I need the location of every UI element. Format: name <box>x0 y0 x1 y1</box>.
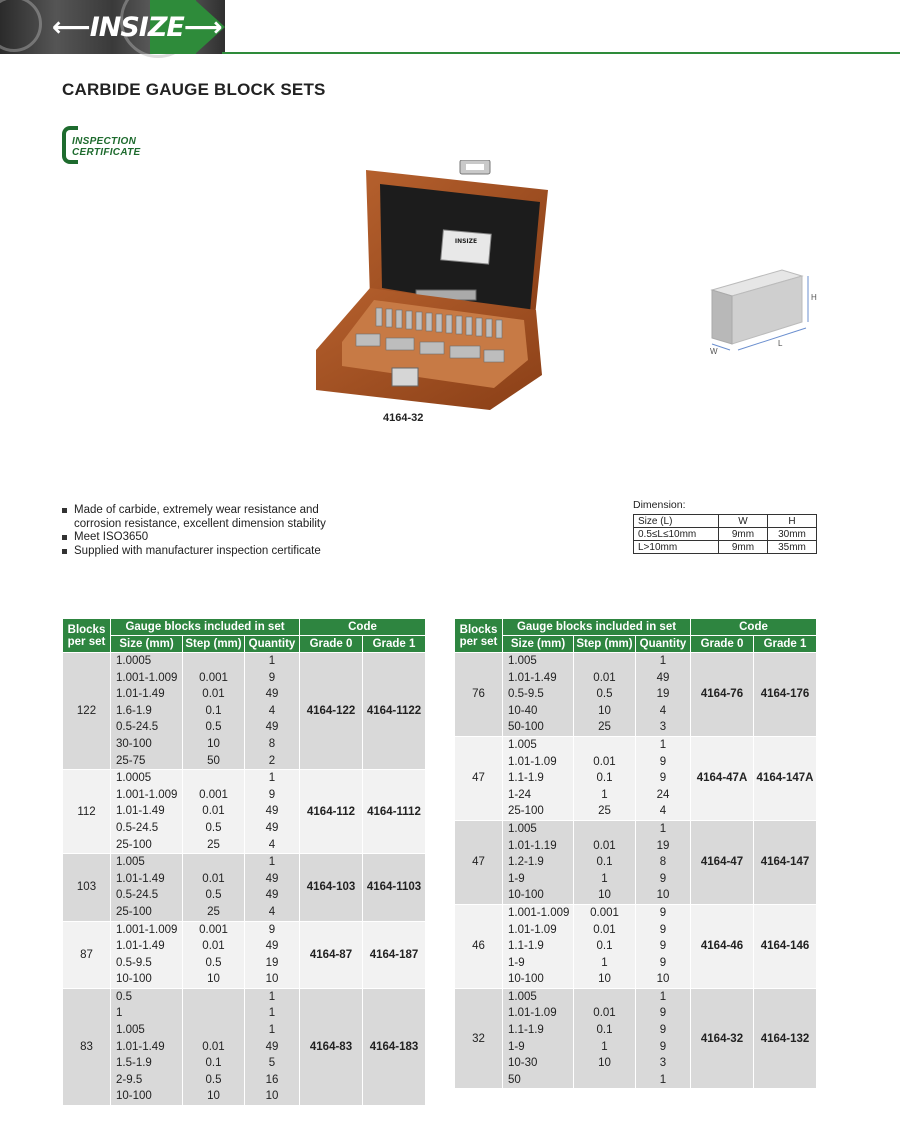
table-row <box>63 988 426 1105</box>
quantity-cell <box>636 904 691 988</box>
size-value: 1.01-1.49 <box>508 671 557 684</box>
grade1-code-cell: 4164-1122 <box>363 653 426 770</box>
quantity-value: 9 <box>659 940 667 953</box>
gauge-set-group <box>455 988 817 1088</box>
size-value: 10-100 <box>116 973 152 986</box>
size-value: 30-100 <box>116 737 152 750</box>
dimension-cell: 35mm <box>768 541 817 554</box>
quantity-value: 2 <box>268 754 276 767</box>
quantity-value: 24 <box>656 788 670 801</box>
header-banner <box>0 0 900 54</box>
size-value: 1.005 <box>116 856 145 869</box>
step-value: 10 <box>207 737 220 750</box>
size-cell <box>111 653 183 770</box>
size-value: 1.005 <box>508 822 537 835</box>
size-value: 1.005 <box>116 1024 145 1037</box>
step-value: 1 <box>601 956 608 969</box>
step-value: 0.01 <box>593 839 616 852</box>
step-header: Step (mm) <box>183 636 245 653</box>
quantity-value: 4 <box>659 704 667 717</box>
quantity-value: 9 <box>659 772 667 785</box>
page-title: CARBIDE GAUGE BLOCK SETS <box>62 80 326 99</box>
size-value: 0.5-24.5 <box>116 721 159 734</box>
blocks-per-set-cell: 103 <box>63 854 111 921</box>
size-value: 1.01-1.49 <box>116 1040 165 1053</box>
dimension-row <box>634 528 817 541</box>
quantity-value: 10 <box>656 973 670 986</box>
step-cell <box>183 988 245 1105</box>
size-header: Size (mm) <box>111 636 183 653</box>
step-value: 0.1 <box>596 856 613 869</box>
table-row <box>63 854 426 921</box>
size-value: 1-9 <box>508 956 525 969</box>
quantity-value: 49 <box>265 721 279 734</box>
quantity-value: 9 <box>659 872 667 885</box>
step-value: 0.001 <box>199 788 228 801</box>
quantity-value: 1 <box>268 1007 276 1020</box>
size-value: 1 <box>116 1007 123 1020</box>
step-value: 0.01 <box>202 940 225 953</box>
quantity-value: 4 <box>268 704 276 717</box>
gauge-set-group <box>63 854 426 921</box>
table-row <box>455 736 817 820</box>
dimension-h-label: H <box>811 293 817 302</box>
grade1-code-cell: 4164-147 <box>754 820 817 904</box>
size-cell <box>503 820 574 904</box>
certificate-line1: INSPECTION <box>72 136 137 147</box>
size-value: 2-9.5 <box>116 1073 143 1086</box>
quantity-value: 49 <box>265 940 279 953</box>
size-value: 1.2-1.9 <box>508 856 544 869</box>
dimension-header-cell: Size (L) <box>634 515 719 528</box>
blocks-per-set-cell: 112 <box>63 770 111 854</box>
step-value: 0.5 <box>205 1073 222 1086</box>
quantity-value: 9 <box>659 755 667 768</box>
step-value: 1 <box>601 872 608 885</box>
grade1-code-cell: 4164-187 <box>363 921 426 988</box>
gauge-set-table-left <box>62 618 426 1105</box>
step-value: 0.5 <box>205 821 222 834</box>
gauge-set-group <box>455 904 817 988</box>
size-cell <box>503 736 574 820</box>
grade0-code-cell: 4164-87 <box>300 921 363 988</box>
step-cell <box>574 988 636 1088</box>
step-value: 10 <box>598 1057 611 1070</box>
size-value: 10-40 <box>508 704 538 717</box>
step-value: 10 <box>598 889 611 902</box>
size-value: 25-100 <box>116 838 152 851</box>
size-value: 1.5-1.9 <box>116 1057 152 1070</box>
table-row <box>455 904 817 988</box>
dimension-header-row <box>634 515 817 528</box>
step-value: 0.01 <box>593 923 616 936</box>
size-value: 0.5-24.5 <box>116 889 159 902</box>
step-cell <box>183 921 245 988</box>
blocks-per-set-cell: 47 <box>455 820 503 904</box>
quantity-value: 1 <box>268 1024 276 1037</box>
quantity-value: 49 <box>265 805 279 818</box>
table-row <box>455 653 817 737</box>
blocks-per-set-cell: 83 <box>63 988 111 1105</box>
step-value: 0.001 <box>199 671 228 684</box>
grade0-code-cell: 4164-47A <box>691 736 754 820</box>
quantity-value: 4 <box>268 838 276 851</box>
grade0-code-cell: 4164-112 <box>300 770 363 854</box>
inspection-certificate-badge <box>62 126 172 160</box>
step-value <box>574 821 635 838</box>
size-value: 1.001-1.009 <box>116 671 178 684</box>
step-cell <box>574 736 636 820</box>
quantity-value: 49 <box>265 688 279 701</box>
quantity-value: 1 <box>659 655 667 667</box>
size-cell <box>111 921 183 988</box>
dimension-table <box>633 514 817 554</box>
grade0-code-cell: 4164-32 <box>691 988 754 1088</box>
size-value: 1.0005 <box>116 655 152 667</box>
size-value: 25-100 <box>116 905 152 918</box>
quantity-cell <box>636 736 691 820</box>
quantity-value: 10 <box>265 1090 279 1103</box>
step-value: 0.01 <box>202 805 225 818</box>
step-value: 10 <box>207 1090 220 1103</box>
size-value: 1-9 <box>508 872 525 885</box>
step-cell <box>574 904 636 988</box>
size-value: 0.5 <box>116 990 132 1003</box>
quantity-value: 10 <box>265 973 279 986</box>
size-value: 25-100 <box>508 805 544 818</box>
dimension-cell: 0.5≤L≤10mm <box>634 528 719 541</box>
size-value: 1.001-1.009 <box>116 923 178 936</box>
step-value: 0.01 <box>202 1040 225 1053</box>
quantity-value: 9 <box>659 956 667 969</box>
quantity-value: 49 <box>656 671 670 684</box>
grade0-code-cell: 4164-47 <box>691 820 754 904</box>
quantity-value: 1 <box>268 856 276 869</box>
dimension-header-cell: W <box>719 515 768 528</box>
quantity-header: Quantity <box>245 636 300 653</box>
blocks-per-set-cell: 32 <box>455 988 503 1088</box>
gauge-block-case-image <box>316 160 548 420</box>
dimension-cell: 9mm <box>719 528 768 541</box>
quantity-value: 1 <box>659 990 667 1003</box>
dimension-l-label: L <box>778 339 783 348</box>
step-value: 0.5 <box>205 721 222 734</box>
step-cell <box>183 653 245 770</box>
step-cell <box>183 854 245 921</box>
step-value: 25 <box>598 805 611 818</box>
grade1-header: Grade 1 <box>754 636 817 653</box>
step-value: 10 <box>598 704 611 717</box>
step-value: 25 <box>207 905 220 918</box>
dimension-block-diagram <box>690 262 830 362</box>
grade0-code-cell: 4164-122 <box>300 653 363 770</box>
gauge-set-group <box>63 770 426 854</box>
quantity-value: 49 <box>265 889 279 902</box>
case-label-plate <box>441 230 491 264</box>
feature-item-continuation: corrosion resistance, excellent dimension stability <box>74 517 326 530</box>
step-value: 0.1 <box>596 940 613 953</box>
gauge-set-group <box>455 820 817 904</box>
quantity-value: 19 <box>265 956 279 969</box>
blocks-per-set-header: Blocks per set <box>63 619 111 653</box>
gauge-set-group <box>455 653 817 737</box>
dimension-row <box>634 541 817 554</box>
size-cell <box>503 988 574 1088</box>
size-cell <box>111 988 183 1105</box>
step-value: 10 <box>598 973 611 986</box>
quantity-value: 1 <box>659 822 667 835</box>
step-value <box>183 1022 244 1039</box>
quantity-value: 16 <box>265 1073 279 1086</box>
size-value: 10-100 <box>508 889 544 902</box>
grade0-header: Grade 0 <box>691 636 754 653</box>
dimension-header-cell: H <box>768 515 817 528</box>
quantity-value: 1 <box>659 738 667 751</box>
grade1-code-cell: 4164-1103 <box>363 854 426 921</box>
step-value: 1 <box>601 1040 608 1053</box>
gauge-blocks-header: Gauge blocks included in set <box>503 619 691 636</box>
step-value <box>574 653 635 670</box>
quantity-header: Quantity <box>636 636 691 653</box>
table-row <box>455 820 817 904</box>
step-value: 0.5 <box>205 889 222 902</box>
table-row <box>63 921 426 988</box>
step-value <box>183 1005 244 1022</box>
feature-item: Supplied with manufacturer inspection certificate <box>62 545 326 559</box>
size-value: 1.01-1.49 <box>116 805 165 818</box>
quantity-cell <box>245 921 300 988</box>
quantity-value: 49 <box>265 821 279 834</box>
grade1-code-cell: 4164-147A <box>754 736 817 820</box>
quantity-value: 9 <box>659 906 667 919</box>
size-value: 1.005 <box>508 655 537 667</box>
step-value: 0.001 <box>199 923 228 936</box>
size-value: 25-75 <box>116 754 146 767</box>
brand-logo: ⟵INSIZE⟶ <box>52 12 222 43</box>
step-value: 0.5 <box>205 956 222 969</box>
size-value: 1.01-1.49 <box>116 940 165 953</box>
size-value: 1.005 <box>508 738 537 751</box>
size-value: 1.1-1.9 <box>508 940 544 953</box>
step-value: 0.01 <box>593 1007 616 1020</box>
quantity-cell <box>245 854 300 921</box>
step-cell <box>574 653 636 737</box>
quantity-value: 1 <box>268 655 276 667</box>
step-value <box>183 770 244 787</box>
quantity-value: 9 <box>268 671 276 684</box>
size-value: 0.5-24.5 <box>116 821 159 834</box>
grade1-code-cell: 4164-183 <box>363 988 426 1105</box>
feature-item: Meet ISO3650 <box>62 531 326 545</box>
quantity-value: 4 <box>659 805 667 818</box>
blocks-per-set-header: Blocks per set <box>455 619 503 653</box>
quantity-cell <box>636 820 691 904</box>
step-value: 50 <box>207 754 220 767</box>
header-rule <box>222 52 900 54</box>
gauge-set-group <box>455 736 817 820</box>
step-value <box>574 1072 635 1089</box>
grade1-header: Grade 1 <box>363 636 426 653</box>
gauge-blocks-header: Gauge blocks included in set <box>111 619 300 636</box>
code-header: Code <box>691 619 817 636</box>
quantity-value: 49 <box>265 1040 279 1053</box>
gauge-set-table-right <box>454 618 817 1088</box>
size-value: 1.005 <box>508 990 537 1003</box>
quantity-value: 9 <box>659 1007 667 1020</box>
dimension-cell: 30mm <box>768 528 817 541</box>
size-value: 1.01-1.49 <box>116 872 165 885</box>
blocks-per-set-cell: 87 <box>63 921 111 988</box>
dimension-w-label: W <box>710 347 718 356</box>
step-value: 0.01 <box>593 671 616 684</box>
step-value <box>183 653 244 670</box>
quantity-value: 9 <box>659 923 667 936</box>
step-value <box>183 989 244 1006</box>
grade0-code-cell: 4164-83 <box>300 988 363 1105</box>
size-value: 1.01-1.19 <box>508 839 557 852</box>
size-cell <box>111 770 183 854</box>
feature-list <box>62 504 326 558</box>
gauge-set-group <box>63 653 426 770</box>
size-value: 10-100 <box>508 973 544 986</box>
size-value: 1.01-1.09 <box>508 1007 557 1020</box>
size-value: 0.5-9.5 <box>116 956 152 969</box>
size-value: 1.01-1.49 <box>116 688 165 701</box>
blocks-per-set-cell: 46 <box>455 904 503 988</box>
step-header: Step (mm) <box>574 636 636 653</box>
size-value: 0.5-9.5 <box>508 688 544 701</box>
step-value: 0.001 <box>590 906 619 919</box>
grade1-code-cell: 4164-1112 <box>363 770 426 854</box>
grade0-code-cell: 4164-76 <box>691 653 754 737</box>
size-value: 1.1-1.9 <box>508 772 544 785</box>
step-value: 10 <box>207 973 220 986</box>
grade1-code-cell: 4164-146 <box>754 904 817 988</box>
dimension-label: Dimension: <box>633 499 686 511</box>
table-row <box>455 988 817 1088</box>
size-value: 1-24 <box>508 788 532 801</box>
step-value: 0.01 <box>593 755 616 768</box>
quantity-value: 1 <box>268 990 276 1003</box>
quantity-value: 9 <box>659 1024 667 1037</box>
grade1-code-cell: 4164-132 <box>754 988 817 1088</box>
quantity-value: 5 <box>268 1057 276 1070</box>
size-cell <box>503 904 574 988</box>
grade1-code-cell: 4164-176 <box>754 653 817 737</box>
step-value: 1 <box>601 788 608 801</box>
quantity-value: 9 <box>268 923 276 936</box>
size-value: 1-9 <box>508 1040 525 1053</box>
size-value: 10-100 <box>116 1090 152 1103</box>
size-value: 10-30 <box>508 1057 538 1070</box>
step-value: 0.1 <box>205 704 222 717</box>
product-caption: 4164-32 <box>383 412 424 424</box>
step-value <box>574 989 635 1006</box>
size-value: 1.1-1.9 <box>508 1024 544 1037</box>
step-value: 0.01 <box>202 688 225 701</box>
quantity-value: 19 <box>656 688 670 701</box>
quantity-value: 9 <box>268 788 276 801</box>
certificate-line2: CERTIFICATE <box>72 147 141 158</box>
quantity-value: 49 <box>265 872 279 885</box>
step-value: 25 <box>207 838 220 851</box>
step-value: 0.1 <box>596 772 613 785</box>
grade0-header: Grade 0 <box>300 636 363 653</box>
size-value: 1.001-1.009 <box>508 906 570 919</box>
quantity-value: 8 <box>659 856 667 869</box>
quantity-value: 3 <box>659 1057 667 1070</box>
size-value: 50-100 <box>508 721 544 734</box>
quantity-value: 8 <box>268 737 276 750</box>
quantity-value: 19 <box>656 839 670 852</box>
size-header: Size (mm) <box>503 636 574 653</box>
quantity-value: 4 <box>268 905 276 918</box>
case-label-text: INSIZE <box>454 238 478 245</box>
step-cell <box>574 820 636 904</box>
step-cell <box>183 770 245 854</box>
step-value: 0.01 <box>202 872 225 885</box>
dimension-cell: 9mm <box>719 541 768 554</box>
size-value: 1.01-1.09 <box>508 755 557 768</box>
blocks-per-set-cell: 76 <box>455 653 503 737</box>
blocks-per-set-cell: 47 <box>455 736 503 820</box>
quantity-value: 1 <box>659 1073 667 1086</box>
step-value: 0.1 <box>205 1057 222 1070</box>
step-value: 25 <box>598 721 611 734</box>
grade0-code-cell: 4164-46 <box>691 904 754 988</box>
size-cell <box>503 653 574 737</box>
size-value: 1.01-1.09 <box>508 923 557 936</box>
quantity-cell <box>245 988 300 1105</box>
size-cell <box>111 854 183 921</box>
quantity-cell <box>245 770 300 854</box>
table-row <box>63 770 426 854</box>
size-value: 50 <box>508 1073 521 1086</box>
quantity-value: 9 <box>659 1040 667 1053</box>
size-value: 1.6-1.9 <box>116 704 152 717</box>
dimension-cell: L>10mm <box>634 541 719 554</box>
quantity-value: 1 <box>268 772 276 785</box>
code-header: Code <box>300 619 426 636</box>
step-value: 0.1 <box>596 1024 613 1037</box>
quantity-cell <box>245 653 300 770</box>
size-value: 1.0005 <box>116 772 152 785</box>
gauge-set-group <box>63 921 426 988</box>
quantity-cell <box>636 988 691 1088</box>
quantity-value: 3 <box>659 721 667 734</box>
gauge-set-group <box>63 988 426 1105</box>
quantity-value: 10 <box>656 889 670 902</box>
grade0-code-cell: 4164-103 <box>300 854 363 921</box>
feature-item: Made of carbide, extremely wear resistance and <box>62 504 326 518</box>
step-value <box>183 854 244 871</box>
step-value: 0.5 <box>596 688 613 701</box>
quantity-cell <box>636 653 691 737</box>
table-row <box>63 653 426 770</box>
size-value: 1.001-1.009 <box>116 788 178 801</box>
blocks-per-set-cell: 122 <box>63 653 111 770</box>
step-value <box>574 737 635 754</box>
